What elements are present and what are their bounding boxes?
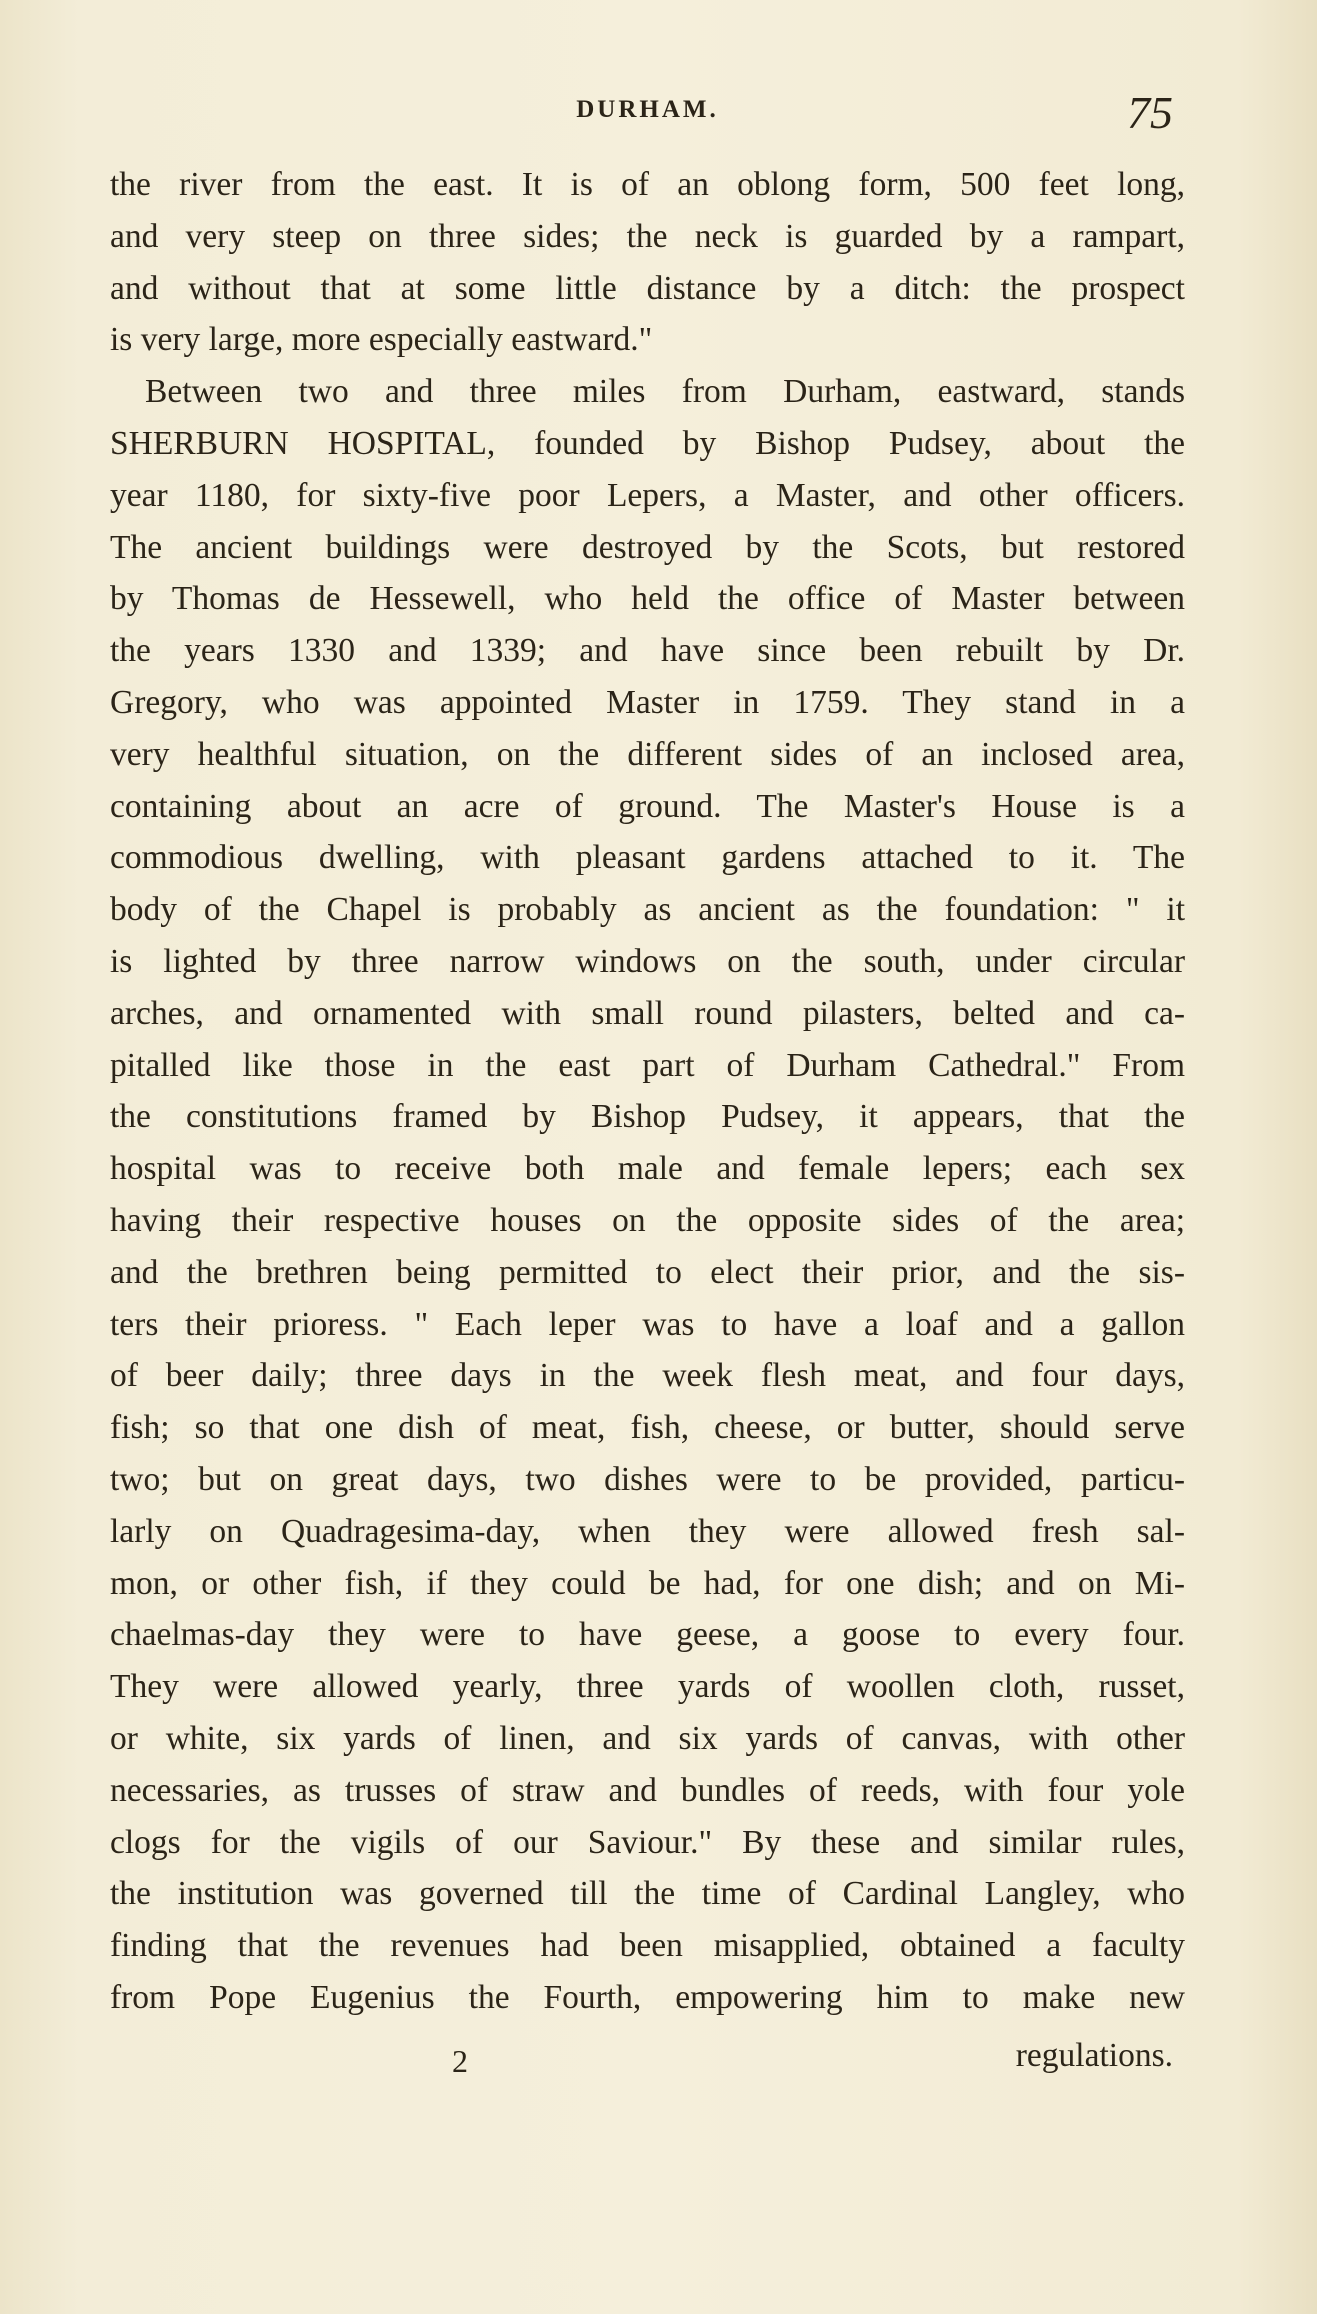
- text-line: the river from the east. It is of an oblong form, 500 feet long,: [110, 166, 1185, 203]
- text-line: ters their prioress. " Each leper was to have a loaf and a gallon: [110, 1305, 1185, 1343]
- text-line: clogs for the vigils of our Saviour." By these and similar rules,: [110, 1823, 1185, 1861]
- body-text: [110, 159, 1185, 2024]
- text-line: hospital was to receive both male and female lepers; each sex: [110, 1150, 1185, 1188]
- catchword: regulations.: [1015, 2037, 1173, 2074]
- text-line: the constitutions framed by Bishop Pudsey, it appears, that the: [110, 1098, 1185, 1136]
- text-line: pitalled like those in the east part of Durham Cathedral." From: [110, 1046, 1185, 1084]
- signature-mark: 2: [452, 2043, 468, 2079]
- page-header: [110, 87, 1185, 138]
- text-line: year 1180, for sixty-five poor Lepers, a Master, and other officers.: [110, 476, 1185, 514]
- text-line: having their respective houses on the opposite sides of the area;: [110, 1201, 1185, 1239]
- text-line: the institution was governed till the time of Cardinal Langley, who: [110, 1875, 1185, 1913]
- text-line: is lighted by three narrow windows on the south, under circular: [110, 942, 1185, 980]
- text-line: They were allowed yearly, three yards of woollen cloth, russet,: [110, 1668, 1185, 1706]
- text-line: or white, six yards of linen, and six yards of canvas, with other: [110, 1719, 1185, 1757]
- text-line: commodious dwelling, with pleasant gardens attached to it. The: [110, 839, 1185, 877]
- text-line: body of the Chapel is probably as ancient as the foundation: " it: [110, 891, 1185, 929]
- running-head: DURHAM.: [576, 96, 719, 123]
- text-line: SHERBURN HOSPITAL, founded by Bishop Pudsey, about the: [110, 424, 1185, 462]
- page-footer: [110, 2037, 1185, 2089]
- text-line: Between two and three miles from Durham, eastward, stands: [145, 373, 1185, 411]
- text-line: The ancient buildings were destroyed by the Scots, but restored: [110, 528, 1185, 566]
- page-number: 75: [1127, 87, 1173, 138]
- text-line: the years 1330 and 1339; and have since been rebuilt by Dr.: [110, 632, 1185, 670]
- text-line: and without that at some little distance by a ditch: the prospect: [110, 269, 1185, 307]
- text-line: is very large, more especially eastward.": [110, 321, 653, 359]
- text-line: by Thomas de Hessewell, who held the office of Master between: [110, 580, 1185, 618]
- text-line: of beer daily; three days in the week flesh meat, and four days,: [110, 1357, 1185, 1395]
- text-line: necessaries, as trusses of straw and bundles of reeds, with four yole: [110, 1771, 1185, 1809]
- text-line: and very steep on three sides; the neck is guarded by a rampart,: [110, 217, 1185, 255]
- text-line: two; but on great days, two dishes were to be provided, particu-: [110, 1460, 1185, 1498]
- text-line: chaelmas-day they were to have geese, a goose to every four.: [110, 1616, 1185, 1654]
- text-line: larly on Quadragesima-day, when they were allowed fresh sal-: [110, 1512, 1185, 1550]
- text-line: Gregory, who was appointed Master in 1759. They stand in a: [110, 683, 1185, 721]
- text-line: mon, or other fish, if they could be had, for one dish; and on Mi-: [110, 1564, 1185, 1602]
- text-line: from Pope Eugenius the Fourth, empowering him to make new: [110, 1978, 1185, 2016]
- text-line: very healthful situation, on the different sides of an inclosed area,: [110, 735, 1185, 773]
- text-line: containing about an acre of ground. The Master's House is a: [110, 787, 1185, 825]
- text-line: finding that the revenues had been misapplied, obtained a faculty: [110, 1927, 1185, 1965]
- text-line: fish; so that one dish of meat, fish, cheese, or butter, should serve: [110, 1409, 1185, 1447]
- text-line: and the brethren being permitted to elect their prior, and the sis-: [110, 1253, 1185, 1291]
- text-line: arches, and ornamented with small round pilasters, belted and ca-: [110, 994, 1185, 1032]
